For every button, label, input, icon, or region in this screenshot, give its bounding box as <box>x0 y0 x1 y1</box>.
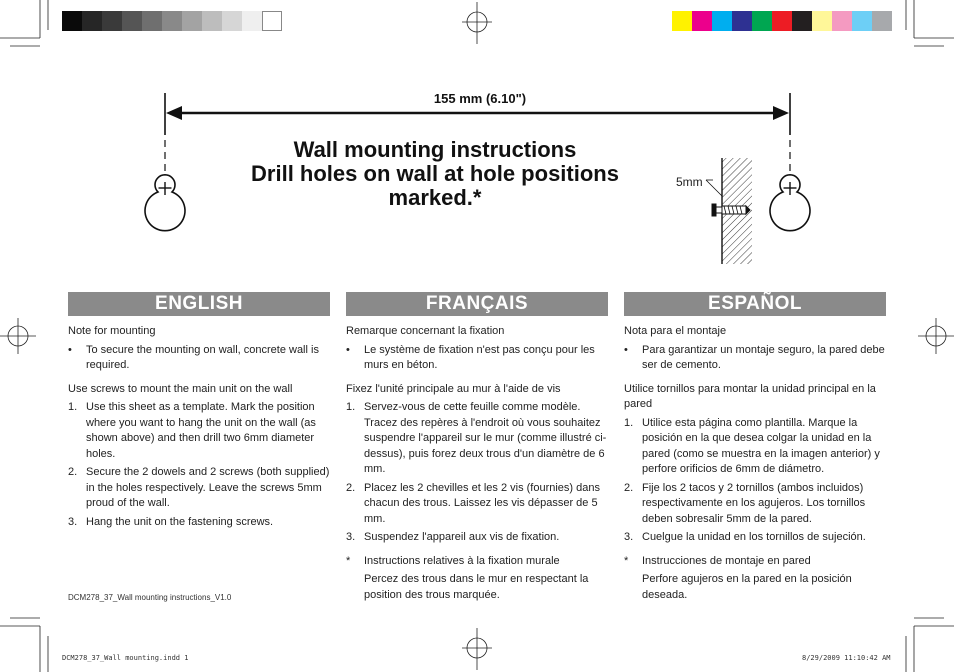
list-item: 3. Suspendez l'appareil aux vis de fixation. <box>346 531 560 543</box>
footnote: * Instructions relatives à la fixation murale <box>346 554 560 567</box>
page-title <box>180 138 690 210</box>
column-francais <box>346 324 608 606</box>
list-item: 1. Use this sheet as a template. Mark the position where you want to hang the unit on the wall (as shown above) and then drill two 6mm diameter holes. <box>68 401 316 460</box>
list-item: 2. Fije los 2 tacos y 2 tornillos (ambos incluidos) respectivamente en los agujeros. Los tornillos deben sobresalir 5mm de la pared. <box>624 481 866 525</box>
list-item: • To secure the mounting on wall, concrete wall is required. <box>68 343 319 371</box>
note-heading: Nota para el montaje <box>624 325 727 337</box>
steps-heading: Utilice tornillos para montar la unidad principal en la pared <box>624 382 876 410</box>
note-heading: Remarque concernant la fixation <box>346 325 505 337</box>
dimension-label: 155 mm (6.10") <box>433 91 527 106</box>
steps-heading: Fixez l'unité principale au mur à l'aide de vis <box>346 382 561 395</box>
title-line: Wall mounting instructions <box>293 137 577 162</box>
list-item: 2. Placez les 2 chevilles et les 2 vis (fournies) dans chacun des trous. Laissez les vis dépasser de 5 mm. <box>346 481 600 525</box>
slug-filename: DCM278_37_Wall mounting.indd 1 <box>62 654 189 662</box>
note-heading: Note for mounting <box>68 325 156 337</box>
screw-protrusion-label: 5mm <box>676 175 703 189</box>
title-line: Drill holes on wall at hole positions <box>251 161 619 186</box>
lang-header-francais: FRANÇAIS <box>346 292 608 316</box>
lang-header-espanol: ESPAÑOL <box>624 292 886 316</box>
list-item: 3. Hang the unit on the fastening screws. <box>68 515 274 528</box>
slug-timestamp: 8/29/2009 11:10:42 AM <box>802 654 891 662</box>
list-item: 2. Secure the 2 dowels and 2 screws (both supplied) in the holes respectively. Leave the screws 5mm proud of the wall. <box>68 466 330 509</box>
column-espanol <box>624 324 886 606</box>
keyhole-right <box>770 175 810 231</box>
column-english <box>68 324 330 533</box>
list-item: • Para garantizar un montaje seguro, la pared debe ser de cemento. <box>624 343 885 371</box>
footnote-text: Percez des trous dans le mur en respectant la position des trous marquée. <box>364 573 589 601</box>
screw <box>712 204 750 216</box>
keyhole-left <box>145 175 185 231</box>
list-item: 1. Servez-vous de cette feuille comme modèle. Tracez des repères à l'endroit où vous souhaitez suspendre l'appareil sur le mur (comme illustré ci-dessus), puis forez deux trous d'un diamètre de 6 mm. <box>346 401 607 475</box>
footnote-text: Perfore agujeros en la pared en la posición deseada. <box>642 573 852 601</box>
document-id: DCM278_37_Wall mounting instructions_V1.0 <box>68 593 232 602</box>
list-item: • Le système de fixation n'est pas conçu pour les murs en béton. <box>346 343 595 371</box>
list-item: 3. Cuelgue la unidad en los tornillos de sujeción. <box>624 531 866 543</box>
footnote: * Instrucciones de montaje en pared <box>624 554 811 567</box>
steps-heading: Use screws to mount the main unit on the wall <box>68 382 293 395</box>
lang-header-english: ENGLISH <box>68 292 330 316</box>
list-item: 1. Utilice esta página como plantilla. Marque la posición en la que desea colgar la unidad en la pared (como se muestra en la imagen anterior) y perfore orificios de 6mm de diámetro. <box>624 416 880 475</box>
title-line: marked.* <box>388 185 482 210</box>
